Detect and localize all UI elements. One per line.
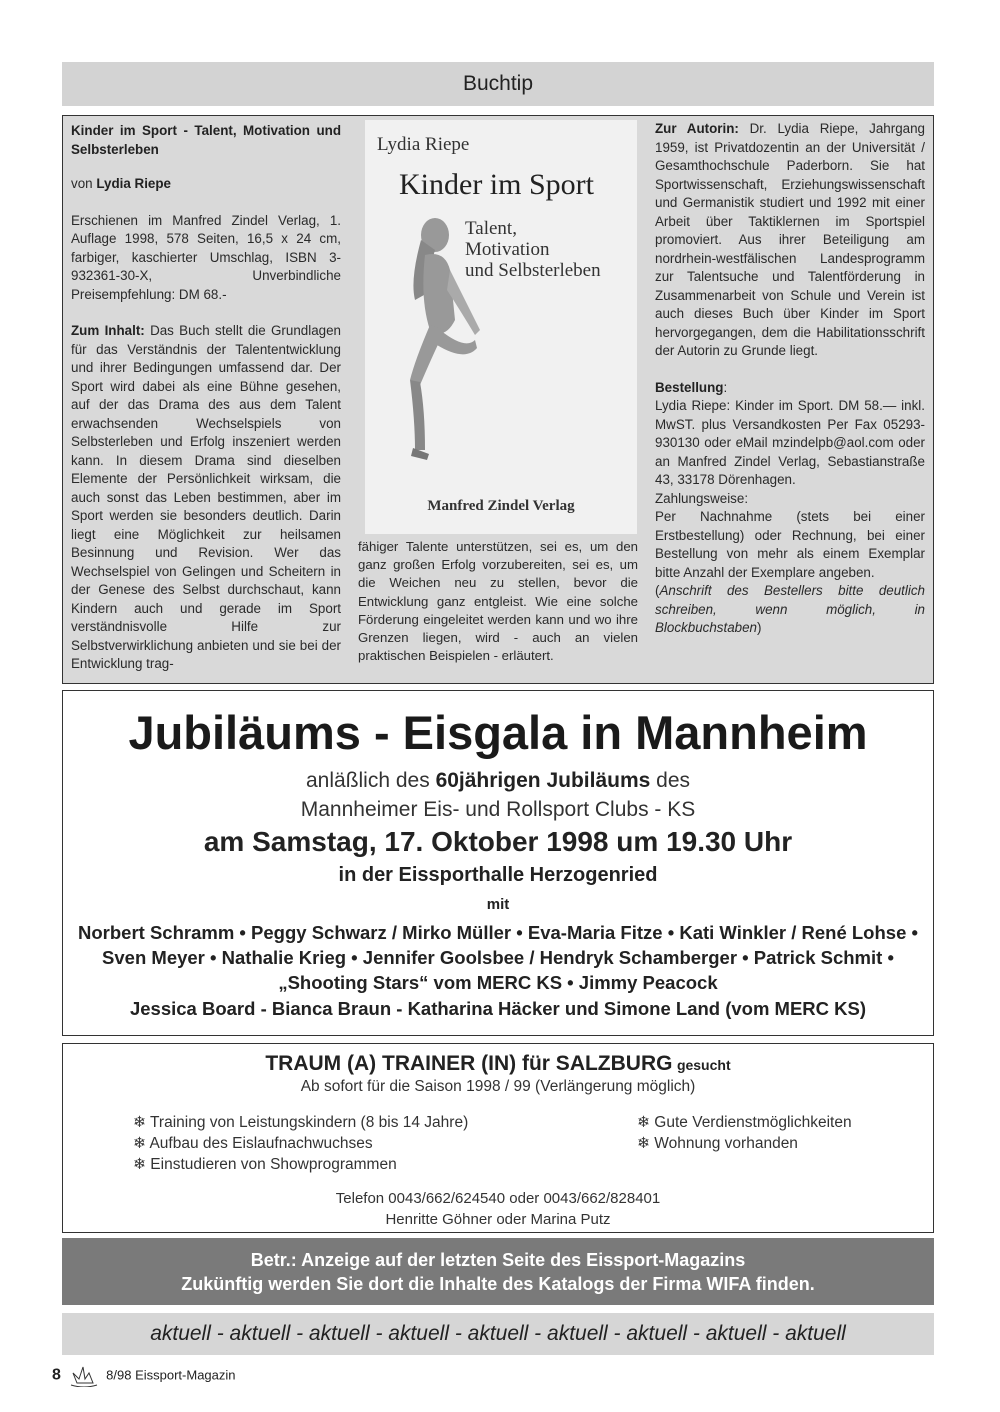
list-item: ❄ Training von Leistungskindern (8 bis 14 Jahre) (133, 1114, 469, 1131)
eisgala-title: Jubiläums - Eisgala in Mannheim (128, 706, 868, 759)
page-number: 8 (52, 1366, 61, 1384)
author-label: Zur Autorin: (655, 121, 739, 136)
list-item: ❄ Gute Verdienstmöglichkeiten (637, 1114, 852, 1131)
book-review-box (62, 115, 934, 684)
content-label: Zum Inhalt: (71, 323, 145, 338)
event-date: am Samstag, 17. Oktober 1998 um 19.30 Uhr (203, 826, 793, 857)
notice-banner (62, 1238, 934, 1305)
book-title: Kinder im Sport - Talent, Motivation und Selbsterleben (71, 123, 341, 157)
author-order-column: Zur Autorin: Dr. Lydia Riepe, Jahrgang 1959, ist Privatdozentin an der Universität / Gesamthochschule Paderborn. Sie hat Sportwissenschaft, Erziehungswissenschaft und Germanistik studiert und 1992 mit einer Arbeit über Taktiklernen im Sportspiel promoviert. Aus ihrer Beteiligung am nordrhein-westfälischen Landesprogramm zur Talentsuche und Talentförderung in Zusammenarbeit von Schule und Verein ist auch dieses Buch über Kinder im Sport hervorgegangen, dem die Habilitationsschrift der Autorin zu Grunde liegt. Bestellung: Lydia Riepe: Kinder im Sport. DM 58.— inkl. MwST. plus Versandkosten Per Fax 05293-930130 oder eMail mzindelpb@aol.com oder an Manfred Zindel Verlag, Sebastianstraße 43, 33178 Dörenhagen. Zahlungsweise: Per Nachnahme (stets bei einer Erstbestellung) oder Rechnung, bei einer Bestellung von mehr als einem Exemplar bitte Anzahl der Exemplare angeben. (Anschrift des Bestellers bitte deutlich schreiben, wenn möglich, in Blockbuchstaben) (655, 121, 925, 635)
book-cover (365, 120, 637, 534)
performers-junior: Jessica Board - Bianca Braun - Katharina Häcker und Simone Land (vom MERC KS) (129, 998, 867, 1019)
publication-info: Erschienen im Manfred Zindel Verlag, 1. Auflage 1998, 578 Seiten, 16,5 x 24 cm, farbiger, kaschierter Umschlag, ISBN 3-932361-30-X, Unverbindliche Preisempfehlung: DM 68.- (71, 212, 341, 302)
mit-label: mit (486, 896, 510, 913)
club-name: Mannheimer Eis- und Rollsport Clubs - KS (300, 798, 696, 821)
payment-text: Per Nachnahme (stets bei einer Erstbestellung) oder Rechnung, bei einer Bestellung von mehr als einem Exemplar bitte Anzahl der Exemplare angeben. (655, 509, 925, 580)
by-label: von (71, 176, 93, 191)
list-item: ❄ Aufbau des Eislaufnachwuchses (133, 1135, 373, 1152)
list-item: ❄ Einstudieren von Showprogrammen (133, 1156, 397, 1173)
performers: Norbert Schramm • Peggy Schwarz / Mirko Müller • Eva-Maria Fitze • Kati Winkler / René Lohse • Sven Meyer • Nathalie Krieg • Jennifer Goolsbee / Hendryk Schamberger • Patrick Schmit • „Shooting Stars“ vom MERC KS • Jimmy Peacock (78, 922, 918, 993)
content-text: Das Buch stellt die Grundlagen für das Verständnis der Talententwicklung und ihrer Bedingungen umfassend dar. Der Sport wird dabei als eine Bühne gesehen, auf der das Drama des aus dem Talent erwachsenden Wechselspiels von Selbsterleben und Erfolg inszeniert werden kann. In diesem Drama sind dieselben Elemente der Persönlichkeit wirksam, die auch sonst das Leben bestimmen, aber im Sport werden sie besonders deutlich. Darin liegt eine Möglichkeit zur heilsamen Besinnung und Revision. Wer das Wechselspiel von Gelingen und Scheitern in der Genese des Selbst durchschaut, kann Kindern auch und gerade im Sport verständnisvolle Hilfe zur Selbstverwirklichung anbieten und sie bei der Entwicklung trag- (71, 323, 341, 671)
book-info-column (71, 122, 341, 674)
cover-publisher: Manfred Zindel Verlag (427, 498, 575, 514)
job-tasks (133, 1112, 468, 1175)
cover-subtitle: Talent, Motivation und Selbsterleben (465, 218, 601, 281)
job-subtitle: Ab sofort für die Saison 1998 / 99 (Verlängerung möglich) (300, 1078, 696, 1095)
aktuell-banner: aktuell - aktuell - aktuell - aktuell - aktuell - aktuell - aktuell - aktuell - aktuell (62, 1313, 934, 1355)
job-benefits (637, 1112, 852, 1154)
notice-line: Zukünftig werden Sie dort die Inhalte des Katalogs der Firma WIFA finden. (181, 1274, 815, 1294)
address-note: Anschrift des Bestellers bitte deutlich schreiben, wenn möglich, in Blockbuchstaben (655, 583, 925, 635)
notice-line: Betr.: Anzeige auf der letzten Seite des Eissport-Magazins (250, 1250, 746, 1270)
eisgala-ad (62, 690, 934, 1036)
issue-label: 8/98 Eissport-Magazin (106, 1367, 236, 1383)
occasion: anläßlich des 60jährigen Jubiläums des (305, 769, 691, 792)
list-item: ❄ Wohnung vorhanden (637, 1135, 798, 1152)
cover-title: Kinder im Sport (399, 168, 594, 201)
section-header: Buchtip (62, 62, 934, 106)
book-author: Lydia Riepe (96, 176, 171, 191)
content-continuation: fähiger Talente unterstützen, sei es, um den ganz großen Erfolg vorzubereiten, sei es, um die Weichen neu zu stellen, bevor die Entwicklung ganz entgleist. Wie eine solche Förderung eingeleitet werden kann und wo ihre Grenzen liegen, wird - auch an vielen praktischen Beispielen - erläutert. (358, 539, 638, 664)
job-title: TRAUM (A) TRAINER (IN) für SALZBURG (265, 1052, 673, 1075)
magazine-logo-icon (67, 1365, 101, 1387)
author-bio: Dr. Lydia Riepe, Jahrgang 1959, ist Privatdozentin an der Universität / Gesamthochschule Paderborn. Sie hat Sportwissenschaft, Erziehungswissenschaft und Germanistik studiert und 1992 mit einer Arbeit über Taktiklernen im Sportspiel promoviert. Aus ihrer Beteiligung am nordrhein-westfälischen Landesprogramm zur Talentsuche und Talentförderung in Zusammenarbeit von Schule und Verein ist auch dieses Buch über Kinder im Sport hervorgegangen, dem die Habilitationsschrift der Autorin zu Grunde liegt. (655, 121, 925, 358)
contact-names: Henritte Göhner oder Marina Putz (385, 1211, 611, 1228)
contact-phone: Telefon 0043/662/624540 oder 0043/662/828401 (335, 1190, 661, 1207)
skater-illustration-icon (385, 210, 505, 490)
trainer-job-ad (62, 1043, 934, 1233)
order-text: Lydia Riepe: Kinder im Sport. DM 58.— inkl. MwST. plus Versandkosten Per Fax 05293-930130 oder eMail mzindelpb@aol.com oder an Manfred Zindel Verlag, Sebastianstraße 43, 33178 Dörenhagen. (655, 398, 925, 487)
page-footer (52, 1365, 236, 1387)
order-label: Bestellung (655, 379, 724, 395)
payment-label: Zahlungsweise: (655, 490, 749, 506)
gesucht-label: gesucht (676, 1057, 731, 1073)
venue: in der Eissporthalle Herzogenried (338, 864, 658, 886)
cover-author: Lydia Riepe (377, 134, 470, 155)
